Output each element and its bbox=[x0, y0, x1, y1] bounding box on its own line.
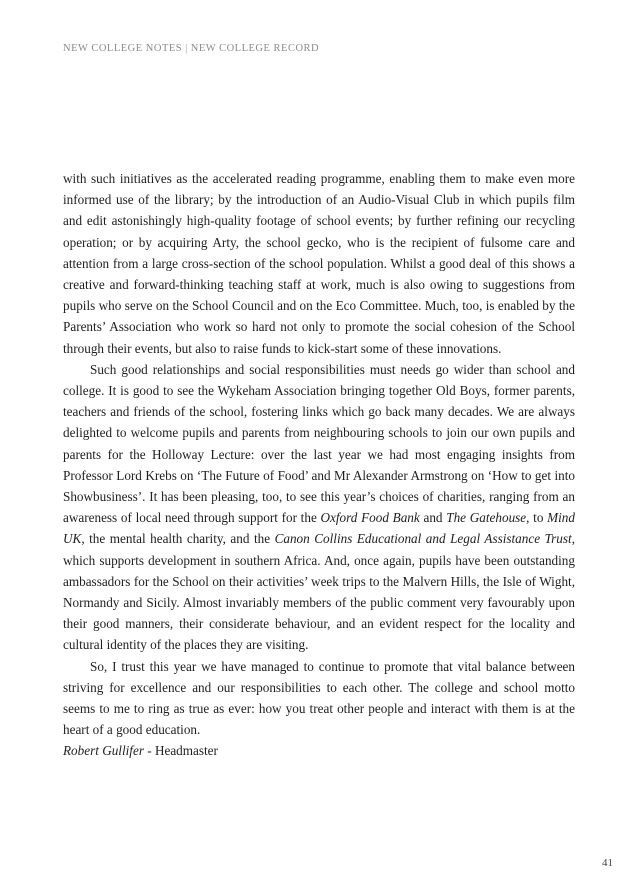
charity-canon-collins-trust: Canon Collins Educational and Legal Assistance Trust bbox=[274, 531, 572, 547]
signature-name: Robert Gullifer bbox=[63, 743, 144, 759]
header-publication: NEW COLLEGE RECORD bbox=[190, 43, 320, 54]
paragraph-2-text-3: , to bbox=[526, 510, 548, 526]
charity-mind-uk: Mind UK bbox=[63, 510, 575, 547]
charity-oxford-food-bank: Oxford Food Bank bbox=[320, 510, 420, 526]
header-separator: | bbox=[185, 43, 188, 54]
signature-dash: - bbox=[143, 743, 155, 759]
paragraph-2-text-1: Such good relationships and social responsibilities must needs go wider than school and college. It is good to see the Wykeham Association bringing together Old Boys, former parents, teachers and friends of the school, fostering links which go back many decades. We are always delighted to welcome pupils and parents from neighbouring schools to join our own pupils and parents for the Holloway Lecture: over the last year we had most engaging insights from Professor Lord Krebs on ‘The Future of Food’ and Mr Alexander Armstrong on ‘How to get into Showbusiness’. It has been pleasing, too, to see this year’s choices of charities, ranging from an awareness of local need through support for the bbox=[63, 361, 575, 526]
article-body bbox=[63, 168, 575, 762]
signature bbox=[63, 740, 575, 761]
page-number: 41 bbox=[602, 857, 613, 869]
paragraph-2-text-4: , the mental health charity, and the bbox=[81, 531, 275, 547]
paragraph-1: with such initiatives as the accelerated reading programme, enabling them to make even more informed use of the library; by the introduction of an Audio-Visual Club in which pupils film and edit astonishingly high-quality footage of school events; by further refining our recycling operation; or by acquiring Arty, the school gecko, who is the recipient of fulsome care and attention from a large cross-section of the school population. Whilst a good deal of this shows a creative and forward-thinking teaching staff at work, much is also owing to suggestions from pupils who serve on the School Council and on the Eco Committee. Much, too, is enabled by the Parents’ Association who work so hard not only to promote the social cohesion of the School through their events, but also to raise funds to kick-start some of these innovations. bbox=[63, 171, 575, 356]
paragraph-2-text-5: , which supports development in southern Africa. And, once again, pupils have been outstanding ambassadors for the School on their activities’ week trips to the Malvern Hills, the Isle of Wight, Normandy and Sicily. Almost invariably members of the public comment very favourably upon their good manners, their considerate behaviour, and an evident respect for the locality and cultural identity of the places they are visiting. bbox=[63, 531, 575, 653]
header-section: NEW COLLEGE NOTES bbox=[63, 43, 183, 54]
paragraph-2 bbox=[63, 359, 575, 656]
paragraph-3: So, I trust this year we have managed to continue to promote that vital balance between striving for excellence and our responsibilities to each other. The college and school motto seems to me to ring as true as ever: how you treat other people and interact with them is at the heart of a good education. bbox=[63, 658, 575, 738]
charity-the-gatehouse: The Gatehouse bbox=[446, 510, 527, 526]
signature-role: Headmaster bbox=[154, 743, 218, 759]
paragraph-2-text-2: and bbox=[419, 510, 447, 526]
running-header bbox=[63, 43, 319, 54]
